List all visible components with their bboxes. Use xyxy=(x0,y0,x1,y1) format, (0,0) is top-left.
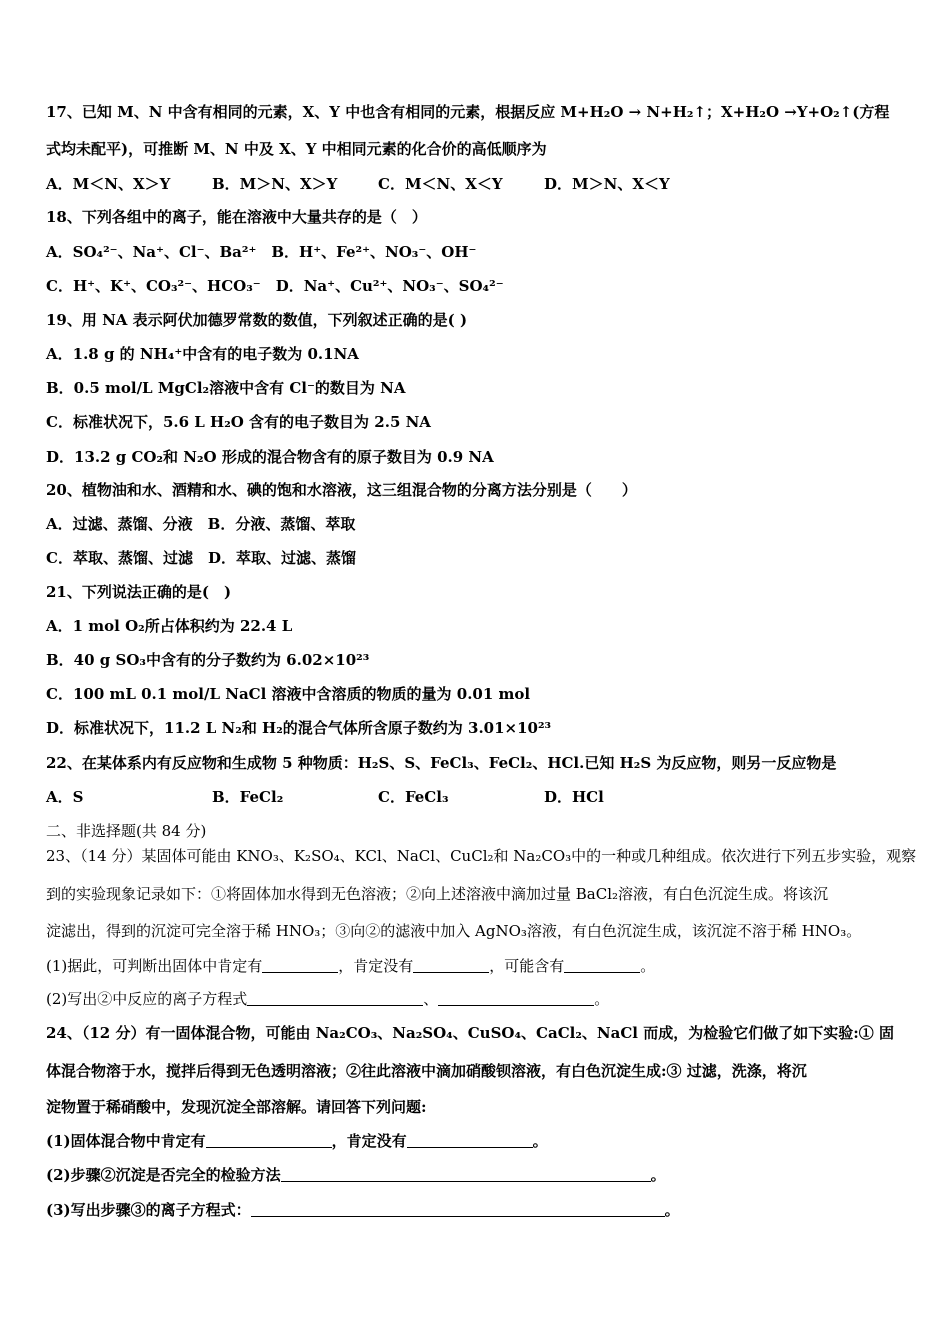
q20-options-ab: A．过滤、蒸馏、分液 B．分液、蒸馏、萃取 xyxy=(46,515,356,533)
q21-option-d: D．标准状况下，11.2 L N₂和 H₂的混合气体所含原子数约为 3.01×10²³ xyxy=(46,719,552,737)
answer-blank[interactable] xyxy=(281,1166,651,1182)
q23-part2-text-a: (2)写出②中反应的离子方程式 xyxy=(46,990,248,1008)
q24-part2 xyxy=(46,1165,666,1185)
answer-blank[interactable] xyxy=(413,957,489,973)
q24-part3-text-a: (3)写出步骤③的离子方程式： xyxy=(46,1201,251,1219)
q22-option-d: D．HCl xyxy=(544,788,604,806)
q19-option-c: C．标准状况下，5.6 L H₂O 含有的电子数目为 2.5 NA xyxy=(46,413,431,431)
q19-stem: 19、用 NA 表示阿伏加德罗常数的数值，下列叙述正确的是( ) xyxy=(46,311,468,329)
q20-options-cd: C．萃取、蒸馏、过滤 D．萃取、过滤、蒸馏 xyxy=(46,549,356,567)
q22-option-c: C．FeCl₃ xyxy=(378,788,449,806)
q17-option-a: A．M＜N、X＞Y xyxy=(46,175,171,193)
q23-part2-text-c: 。 xyxy=(594,990,610,1008)
q23-part1-text-b: ，肯定没有 xyxy=(338,957,414,975)
q23-part1 xyxy=(46,956,655,976)
q24-line1 xyxy=(46,1023,894,1043)
q21-option-c: C．100 mL 0.1 mol/L NaCl 溶液中含溶质的物质的量为 0.01 mol xyxy=(46,685,531,703)
q17-line1: 17、已知 M、N 中含有相同的元素，X、Y 中也含有相同的元素，根据反应 M+H₂O → N+H₂↑；X+H₂O →Y+O₂↑(方程 xyxy=(46,103,890,121)
q21-option-a: A．1 mol O₂所占体积约为 22.4 L xyxy=(46,617,293,635)
q23-line3: 淀滤出，得到的沉淀可完全溶于稀 HNO₃；③向②的滤液中加入 AgNO₃溶液，有白色沉淀生成，该沉淀不溶于稀 HNO₃。 xyxy=(46,922,862,940)
q24-part1 xyxy=(46,1131,548,1151)
q21-option-b: B．40 g SO₃中含有的分子数约为 6.02×10²³ xyxy=(46,651,370,669)
q18-stem: 18、下列各组中的离子，能在溶液中大量共存的是（ ） xyxy=(46,208,427,226)
q24-part2-text-a: (2)步骤②沉淀是否完全的检验方法 xyxy=(46,1166,281,1184)
q23-part1-text-c: ，可能含有 xyxy=(489,957,565,975)
answer-blank[interactable] xyxy=(206,1132,332,1148)
q24-part2-text-b: 。 xyxy=(650,1166,666,1184)
answer-blank[interactable] xyxy=(247,990,423,1006)
q22-option-a: A．S xyxy=(46,788,84,806)
q19-option-d: D．13.2 g CO₂和 N₂O 形成的混合物含有的原子数目为 0.9 NA xyxy=(46,448,494,466)
q24-line1-text: 24、（12 分）有一固体混合物，可能由 Na₂CO₃、Na₂SO₄、CuSO₄、CaCl₂、NaCl 而成，为检验它们做了如下实验:① 固 xyxy=(46,1024,894,1042)
q17-option-b: B．M＞N、X＞Y xyxy=(212,175,338,193)
answer-blank[interactable] xyxy=(262,957,338,973)
q21-stem: 21、下列说法正确的是( ) xyxy=(46,583,232,601)
answer-blank[interactable] xyxy=(251,1201,665,1217)
answer-blank[interactable] xyxy=(407,1132,533,1148)
q24-line2: 体混合物溶于水，搅拌后得到无色透明溶液；②往此溶液中滴加硝酸钡溶液，有白色沉淀生成:③ 过滤，洗涤，将沉 xyxy=(46,1062,807,1080)
q17-option-d: D．M＞N、X＜Y xyxy=(544,175,670,193)
q19-option-b: B．0.5 mol/L MgCl₂溶液中含有 Cl⁻的数目为 NA xyxy=(46,379,406,397)
q24-part1-text-a: (1)固体混合物中肯定有 xyxy=(46,1132,206,1150)
q24-part1-text-c: 。 xyxy=(532,1132,548,1150)
q24-part1-text-b: ，肯定没有 xyxy=(331,1132,407,1150)
q17-options xyxy=(46,174,670,194)
q23-part2 xyxy=(46,989,609,1009)
section-heading: 二、非选择题(共 84 分) xyxy=(46,822,207,840)
q19-option-a: A．1.8 g 的 NH₄⁺中含有的电子数为 0.1NA xyxy=(46,345,359,363)
q23-part1-text-a: (1)据此，可判断出固体中肯定有 xyxy=(46,957,263,975)
q24-line3: 淀物置于稀硝酸中，发现沉淀全部溶解。请回答下列问题: xyxy=(46,1098,427,1116)
q18-options-cd: C．H⁺、K⁺、CO₃²⁻、HCO₃⁻ D．Na⁺、Cu²⁺、NO₃⁻、SO₄²⁻ xyxy=(46,277,504,295)
answer-blank[interactable] xyxy=(438,990,594,1006)
q23-part1-text-d: 。 xyxy=(640,957,656,975)
q24-part3 xyxy=(46,1200,680,1220)
q22-option-b: B．FeCl₂ xyxy=(212,788,284,806)
q24-part3-text-b: 。 xyxy=(664,1201,680,1219)
q17-option-c: C．M＜N、X＜Y xyxy=(378,175,503,193)
q22-options xyxy=(46,787,604,807)
q23-line1: 23、（14 分）某固体可能由 KNO₃、K₂SO₄、KCl、NaCl、CuCl₂和 Na₂CO₃中的一种或几种组成。依次进行下列五步实验，观察 xyxy=(46,847,917,865)
q23-part2-text-b: 、 xyxy=(423,990,439,1008)
q22-stem: 22、在某体系内有反应物和生成物 5 种物质：H₂S、S、FeCl₃、FeCl₂、HCl.已知 H₂S 为反应物，则另一反应物是 xyxy=(46,754,837,772)
q17-line2: 式均未配平)，可推断 M、N 中及 X、Y 中相同元素的化合价的高低顺序为 xyxy=(46,140,547,158)
q20-stem: 20、植物油和水、酒精和水、碘的饱和水溶液，这三组混合物的分离方法分别是（ ） xyxy=(46,481,637,499)
q23-line2: 到的实验现象记录如下：①将固体加水得到无色溶液；②向上述溶液中滴加过量 BaCl₂溶液，有白色沉淀生成。将该沉 xyxy=(46,885,829,903)
answer-blank[interactable] xyxy=(564,957,640,973)
q18-options-ab: A．SO₄²⁻、Na⁺、Cl⁻、Ba²⁺ B．H⁺、Fe²⁺、NO₃⁻、OH⁻ xyxy=(46,243,477,261)
